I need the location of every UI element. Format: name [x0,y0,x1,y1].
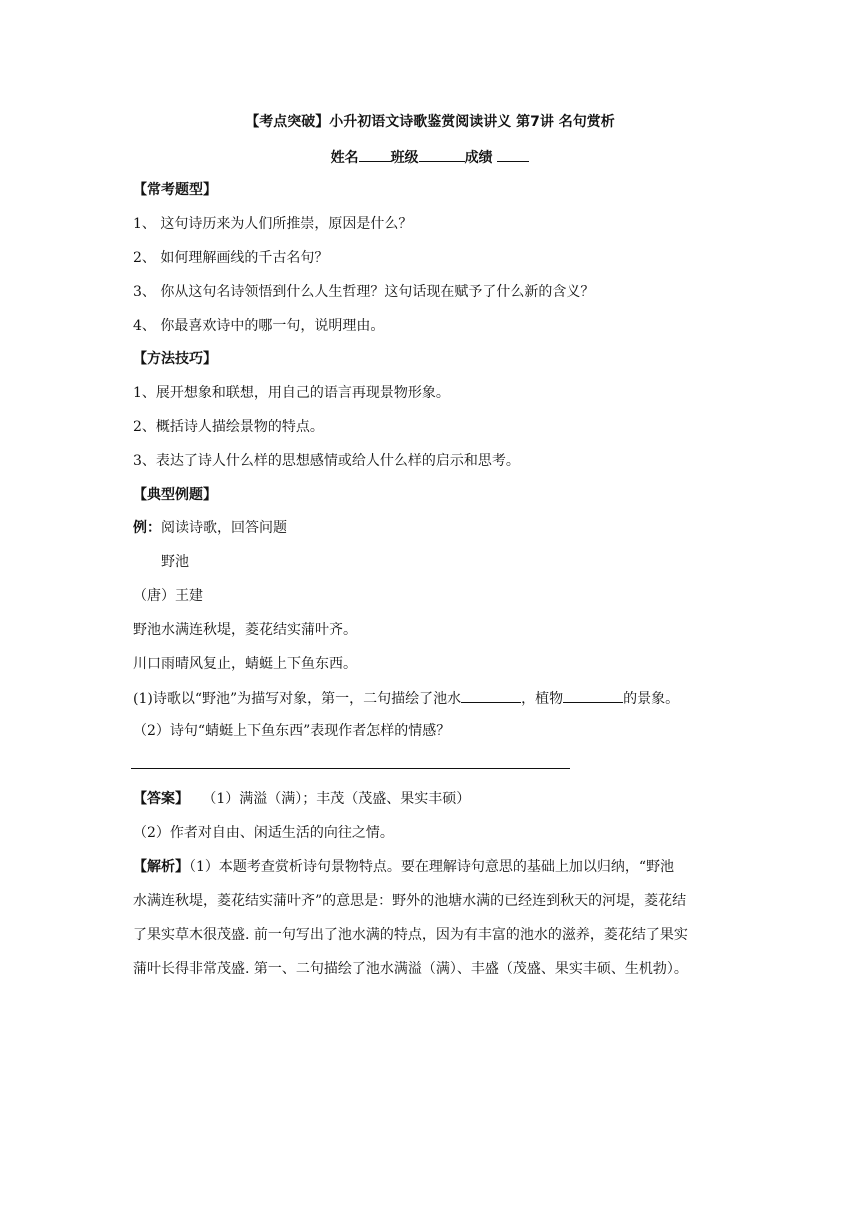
examples-heading: 【典型例题】 [133,487,217,503]
method-item: 1、展开想象和联想，用自己的语言再现景物形象。 [133,385,450,401]
analysis-text: （1）本题考查赏析诗句景物特点。要在理解诗句意思的基础上加以归纳，“野池 [189,859,675,875]
example-label: 例： [133,520,161,536]
poem-line: 野池水满连秋堤，菱花结实蒲叶齐。 [133,622,357,638]
class-label: 班级 [390,150,419,166]
question-1-text: 的景象。 [623,691,680,707]
answer-rule-line [131,768,570,769]
common-type-item: 2、 如何理解画线的千古名句？ [133,250,329,266]
page-title: 【考点突破】小升初语文诗歌鉴赏阅读讲义 第7讲 名句赏析 [245,114,615,130]
methods-heading: 【方法技巧】 [133,351,217,367]
question-1-text: ，植物 [521,691,564,707]
answer-text: （1）满溢（满）；丰茂（茂盛、果实丰硕） [202,791,471,807]
method-item: 2、概括诗人描绘景物的特点。 [133,419,324,435]
answer-blank [563,688,623,703]
analysis-line-2: 水满连秋堤，菱花结实蒲叶齐”的意思是：野外的池塘水满的已经连到秋天的河堤，菱花结 [133,893,687,909]
name-blank [359,147,391,162]
answer-label: 【答案】 [133,791,189,807]
example-intro [133,518,287,538]
analysis-line-3: 了果实草木很茂盛. 前一句写出了池水满的特点，因为有丰富的池水的滋养，菱花结了果实 [133,927,688,943]
question-1-text: (1)诗歌以“野池”为描写对象，第一，二句描绘了池水 [133,691,462,707]
example-instruction: 阅读诗歌，回答问题 [161,520,287,536]
method-item: 3、表达了诗人什么样的思想感情或给人什么样的启示和思考。 [133,453,520,469]
common-type-item: 3、 你从这句名诗领悟到什么人生哲理？这句话现在赋予了什么新的含义？ [133,284,595,300]
question-2: （2）诗句“蜻蜓上下鱼东西”表现作者怎样的情感？ [133,723,451,739]
common-type-item: 1、 这句诗历来为人们所推崇，原因是什么？ [133,216,413,232]
name-label: 姓名 [330,150,359,166]
analysis-line-1 [133,857,674,877]
poem-line: 川口雨晴风复止，蜻蜓上下鱼东西。 [133,656,357,672]
poem-author: （唐）王建 [133,588,203,604]
class-blank [419,147,465,162]
poem-title: 野池 [161,554,189,570]
common-type-item: 4、 你最喜欢诗中的哪一句，说明理由。 [133,318,385,334]
answer-line-2: （2）作者对自由、闲适生活的向往之情。 [133,825,394,841]
common-types-heading: 【常考题型】 [133,182,217,198]
question-1 [133,688,679,709]
analysis-label: 【解析】 [133,859,189,875]
student-info [0,147,860,168]
analysis-line-4: 蒲叶长得非常茂盛. 第一、二句描绘了池水满溢（满）、丰盛（茂盛、果实丰硕、生机勃）。 [133,961,688,977]
answer-line-1 [133,789,470,809]
score-label: 成绩 [464,150,493,166]
score-blank [497,147,529,162]
answer-blank [461,688,521,703]
